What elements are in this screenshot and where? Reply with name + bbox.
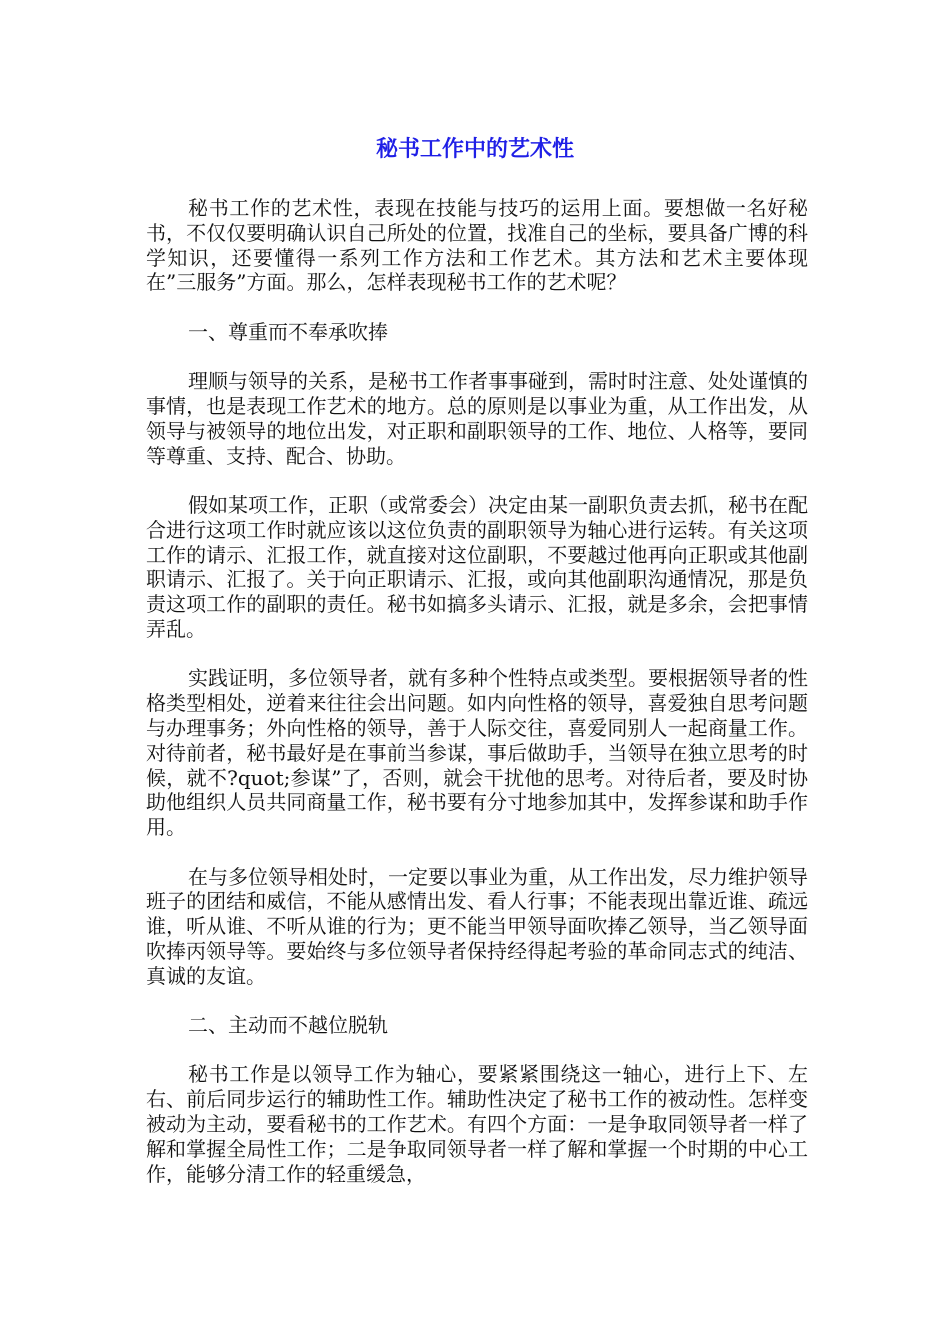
paragraph: 秘书工作是以领导工作为轴心，要紧紧围绕这一轴心，进行上下、左右、前后同步运行的辅助性工作。辅助性决定了秘书工作的被动性。怎样变被动为主动，要看秘书的工作艺术。有四个方面：一是争取同领导者一样了解和掌握全局性工作；二是争取同领导者一样了解和掌握一个时期的中心工作，能够分清工作的轻重缓急， [146, 1062, 808, 1186]
document-body [146, 196, 808, 1211]
section-heading-1: 一、尊重而不奉承吹捧 [188, 319, 388, 344]
paragraph: 在与多位领导相处时，一定要以事业为重，从工作出发，尽力维护领导班子的团结和威信，不能从感情出发、看人行事；不能表现出靠近谁、疏远谁，听从谁、不听从谁的行为；更不能当甲领导面吹捧乙领导，当乙领导面吹捧丙领导等。要始终与多位领导者保持经得起考验的革命同志式的纯洁、真诚的友谊。 [146, 864, 808, 988]
paragraph: 实践证明，多位领导者，就有多种个性特点或类型。要根据领导者的性格类型相处，逆着来往往会出问题。如内向性格的领导，喜爱独自思考问题与办理事务；外向性格的领导，善于人际交往，喜爱同别人一起商量工作。对待前者，秘书最好是在事前当参谋，事后做助手，当领导在独立思考的时候，就不?quot;参谋”了，否则，就会干扰他的思考。对待后者，要及时协助他组织人员共同商量工作，秘书要有分寸地参加其中，发挥参谋和助手作用。 [146, 666, 808, 840]
paragraph: 理顺与领导的关系，是秘书工作者事事碰到，需时时注意、处处谨慎的事情，也是表现工作艺术的地方。总的原则是以事业为重，从工作出发，从领导与被领导的地位出发，对正职和副职领导的工作、地位、人格等，要同等尊重、支持、配合、协助。 [146, 369, 808, 468]
document-title: 秘书工作中的艺术性 [375, 137, 574, 162]
paragraph: 假如某项工作，正职（或常委会）决定由某一副职负责去抓，秘书在配合进行这项工作时就应该以这位负责的副职领导为轴心进行运转。有关这项工作的请示、汇报工作，就直接对这位副职，不要越过他再向正职或其他副职请示、汇报了。关于向正职请示、汇报，或向其他副职沟通情况，那是负责这项工作的副职的责任。秘书如搞多头请示、汇报，就是多余，会把事情弄乱。 [146, 492, 808, 641]
paragraph-intro: 秘书工作的艺术性，表现在技能与技巧的运用上面。要想做一名好秘书，不仅仅要明确认识自己所处的位置，找准自己的坐标，要具备广博的科学知识，还要懂得一系列工作方法和工作艺术。其方法和艺术主要体现在”三服务”方面。那么，怎样表现秘书工作的艺术呢？ [146, 196, 808, 295]
section-heading-2: 二、主动而不越位脱轨 [188, 1013, 388, 1038]
